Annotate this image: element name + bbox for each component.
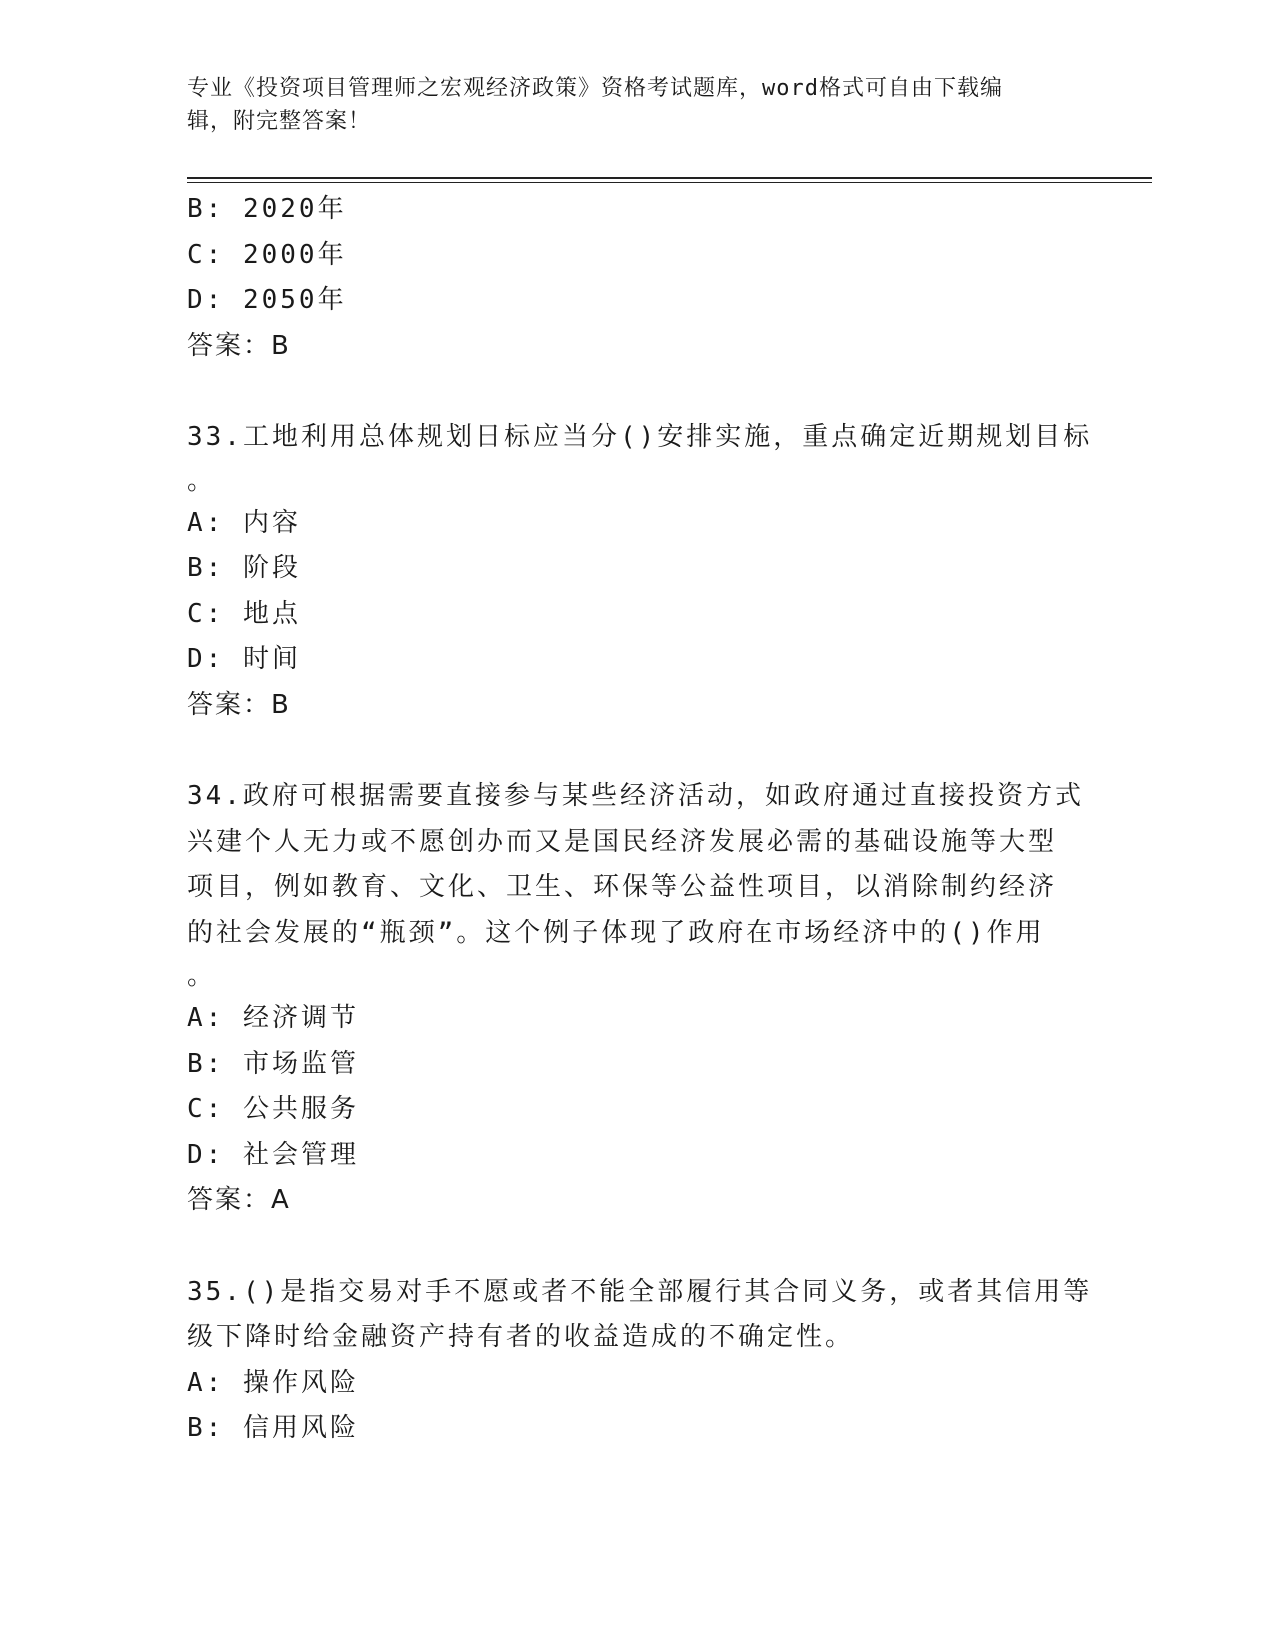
question-stem-line: 的社会发展的“瓶颈”。这个例子体现了政府在市场经济中的()作用: [187, 917, 1045, 948]
question-35: [187, 1270, 1093, 1452]
option-a: A: 内容: [187, 507, 301, 538]
option-b: B: 信用风险: [187, 1413, 359, 1443]
header-line-2: 辑，附完整答案！: [187, 109, 372, 134]
option-c: C: 公共服务: [187, 1094, 359, 1124]
answer-line: 答案：B: [187, 330, 291, 361]
header-line-1: 专业《投资项目管理师之宏观经济政策》资格考试题库，word格式可自由下载编: [187, 76, 1003, 101]
question-stem-line: 级下降时给金融资产持有者的收益造成的不确定性。: [187, 1322, 855, 1352]
question-stem-line: 兴建个人无力或不愿创办而又是国民经济发展必需的基础设施等大型: [187, 826, 1058, 857]
answer-line: 答案：B: [187, 689, 291, 720]
option-a: A: 经济调节: [187, 1003, 359, 1033]
question-stem-line: 项目，例如教育、文化、卫生、环保等公益性项目，以消除制约经济: [187, 872, 1058, 902]
question-34: [187, 774, 1087, 1224]
question-content: [187, 187, 1093, 1452]
question-stem-line: 35.()是指交易对手不愿或者不能全部履行其合同义务，或者其信用等: [187, 1276, 1093, 1307]
prev-question: [187, 187, 1087, 369]
question-stem-line: 。: [187, 465, 217, 496]
option-c: C: 2000年: [187, 239, 347, 270]
option-d: D: 时间: [187, 644, 301, 674]
answer-line: 答案：A: [187, 1185, 291, 1215]
option-b: B: 2020年: [187, 194, 347, 224]
question-stem-line: 34.政府可根据需要直接参与某些经济活动，如政府通过直接投资方式: [187, 781, 1084, 811]
page-header: [187, 72, 1067, 138]
option-b: B: 市场监管: [187, 1048, 359, 1079]
header-rule-thick: [187, 177, 1152, 179]
option-c: C: 地点: [187, 598, 301, 629]
question-stem-line: 。: [187, 961, 217, 991]
question-33: [187, 415, 1093, 728]
option-b: B: 阶段: [187, 553, 301, 583]
option-a: A: 操作风险: [187, 1367, 359, 1398]
header-rule-thin: [187, 182, 1152, 183]
option-d: D: 社会管理: [187, 1139, 359, 1170]
option-d: D: 2050年: [187, 285, 347, 315]
question-stem-line: 33.工地利用总体规划日标应当分()安排实施，重点确定近期规划目标: [187, 422, 1093, 452]
